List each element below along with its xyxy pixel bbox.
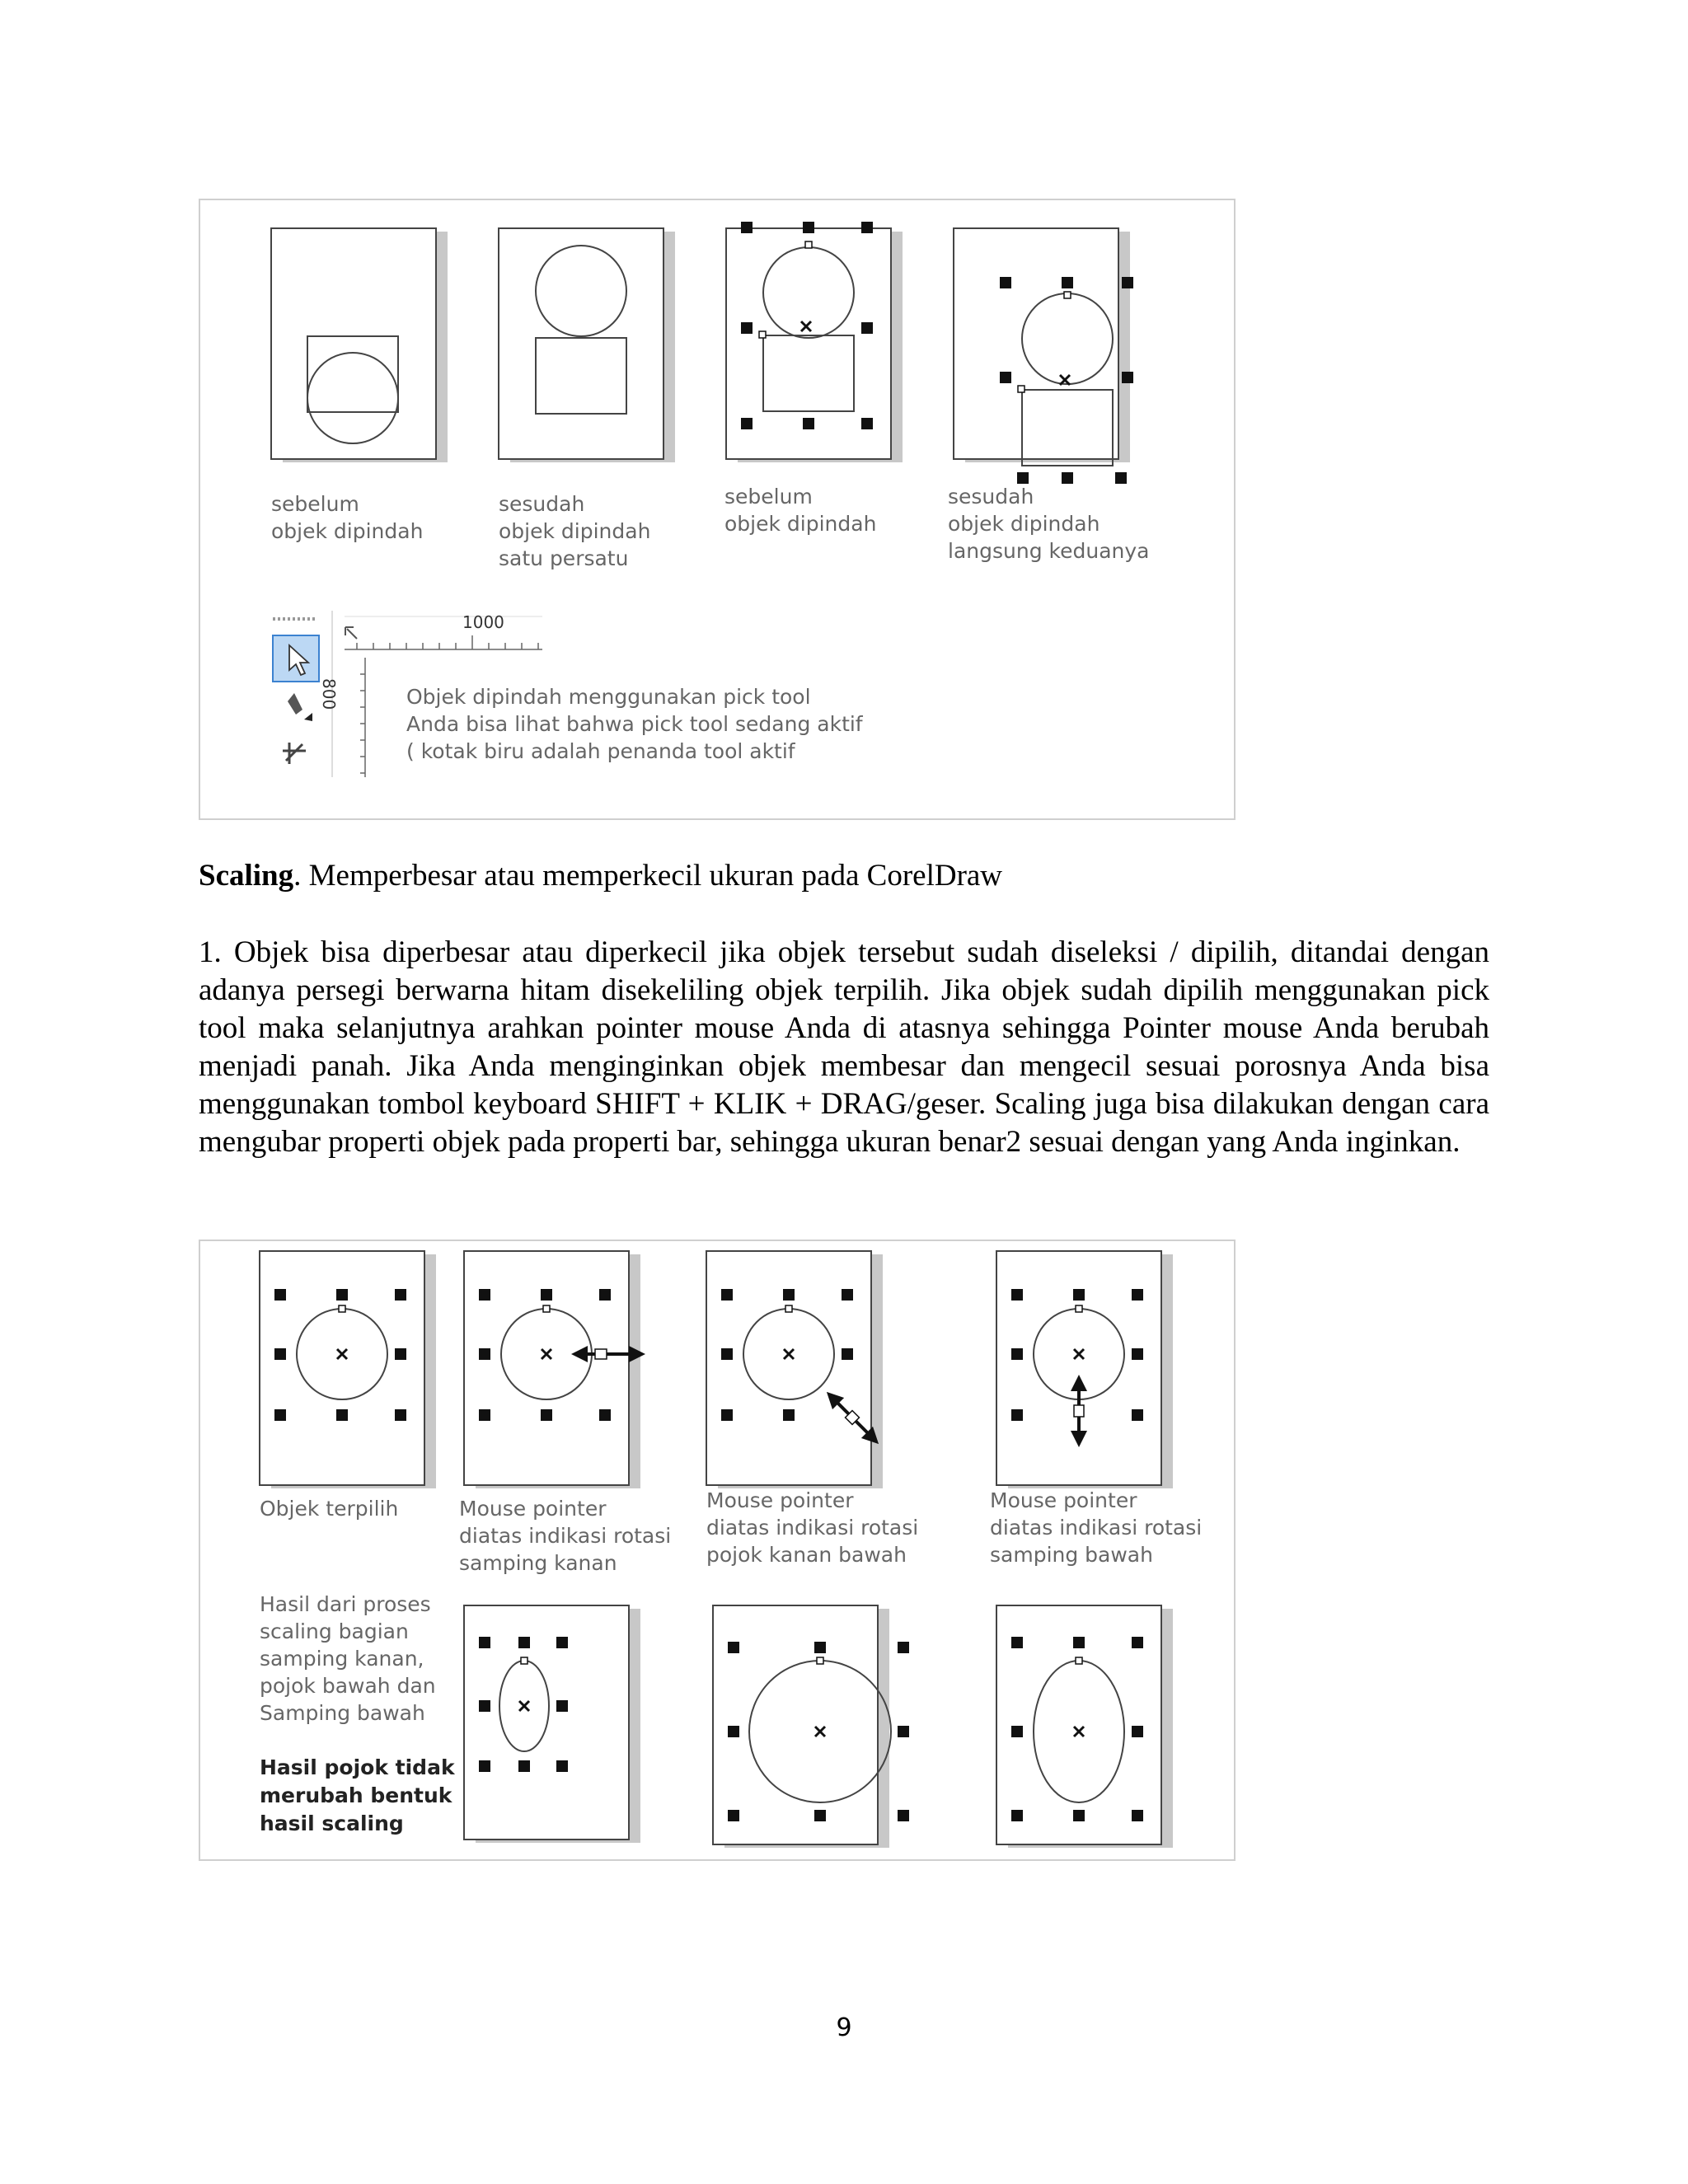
- page-pointer-corner: [706, 1251, 871, 1485]
- body-paragraph: 1. Objek bisa diperbesar atau diperkecil jika objek tersebut sudah diseleksi / dipilih, ditandai dengan adanya persegi berwarna hitam disekeliling objek terpilih. Jika objek sudah dipilih menggunakan pick tool maka selanjutnya arahkan pointer mouse Anda di atasnya sehingga Pointer mouse Anda berubah menjadi panah. Jika Anda menginginkan objek membesar dan mengecil sesuai porosnya Anda bisa menggunakan tombol keyboard SHIFT + KLIK + DRAG/geser. Scaling juga bisa dilakukan dengan cara mengubar properti objek pada properti bar, sehingga ukuran benar2 sesuai dengan yang Anda inginkan.: [199, 935, 1489, 1159]
- crop-tool-icon: [283, 743, 306, 764]
- caption-pointer-corner: [706, 1487, 918, 1568]
- caption-panel-3: [724, 483, 876, 537]
- result-line: Hasil dari proses: [260, 1592, 431, 1616]
- result-note-bold: [260, 1754, 455, 1838]
- pick-tool-note: [406, 683, 863, 765]
- heading-rest: . Memperbesar atau memperkecil ukuran pada CorelDraw: [293, 859, 1003, 893]
- caption-line: objek dipindah: [724, 512, 877, 536]
- page-pointer-right: [464, 1251, 629, 1485]
- caption-line: sebelum: [271, 492, 359, 516]
- caption-object-selected: [260, 1495, 398, 1522]
- caption-line: Mouse pointer: [706, 1488, 854, 1512]
- figure-moving-objects: [199, 199, 1236, 820]
- page-after-move-together: [954, 228, 1118, 459]
- caption-line: objek dipindah: [948, 512, 1100, 536]
- note-line: Anda bisa lihat bahwa pick tool sedang aktif: [406, 712, 863, 736]
- result-bold-line: hasil scaling: [260, 1811, 404, 1835]
- page-object-selected: [260, 1251, 424, 1485]
- caption-line: diatas indikasi rotasi: [990, 1516, 1203, 1540]
- caption-panel-1: [271, 490, 423, 545]
- caption-pointer-bottom: [990, 1487, 1202, 1568]
- section-heading: [199, 857, 1489, 895]
- caption-line: samping kanan: [459, 1551, 617, 1575]
- result-bold-line: merubah bentuk: [260, 1783, 452, 1807]
- caption-line: samping bawah: [990, 1543, 1153, 1567]
- caption-line: sebelum: [724, 485, 813, 509]
- heading-bold: Scaling: [199, 859, 294, 893]
- caption-line: Objek terpilih: [260, 1497, 399, 1521]
- ruler-vertical-label: 800: [319, 678, 339, 710]
- result-line: pojok bawah dan: [260, 1674, 436, 1698]
- caption-line: sesudah: [948, 485, 1034, 509]
- caption-pointer-right: [459, 1495, 671, 1577]
- caption-line: sesudah: [499, 492, 585, 516]
- page-after-move-separate: [499, 228, 663, 459]
- caption-line: objek dipindah: [499, 519, 651, 543]
- page-before-move-1: [271, 228, 436, 459]
- figure-scaling-objects: [199, 1240, 1236, 1861]
- result-bold-line: Hasil pojok tidak: [260, 1755, 455, 1779]
- caption-line: langsung keduanya: [948, 539, 1150, 563]
- caption-line: objek dipindah: [271, 519, 424, 543]
- caption-line: satu persatu: [499, 546, 629, 570]
- ruler-horizontal-label: 1000: [462, 612, 504, 632]
- caption-line: Mouse pointer: [990, 1488, 1137, 1512]
- page-pointer-bottom: [996, 1251, 1161, 1485]
- caption-panel-2: [499, 490, 650, 572]
- result-description: [260, 1591, 436, 1727]
- note-line: Objek dipindah menggunakan pick tool: [406, 685, 811, 709]
- caption-line: Mouse pointer: [459, 1497, 607, 1521]
- result-line: scaling bagian: [260, 1619, 409, 1643]
- caption-line: pojok kanan bawah: [706, 1543, 907, 1567]
- page-result-corner: [713, 1605, 878, 1844]
- result-line: samping kanan,: [260, 1647, 424, 1671]
- shape-tool-icon: [288, 693, 302, 715]
- note-line: ( kotak biru adalah penanda tool aktif: [406, 739, 795, 763]
- result-line: Samping bawah: [260, 1701, 425, 1725]
- caption-line: diatas indikasi rotasi: [706, 1516, 919, 1540]
- page-number: 9: [836, 2013, 852, 2042]
- caption-panel-4: [948, 483, 1149, 565]
- caption-line: diatas indikasi rotasi: [459, 1524, 672, 1548]
- ruler-origin-icon: [345, 627, 357, 639]
